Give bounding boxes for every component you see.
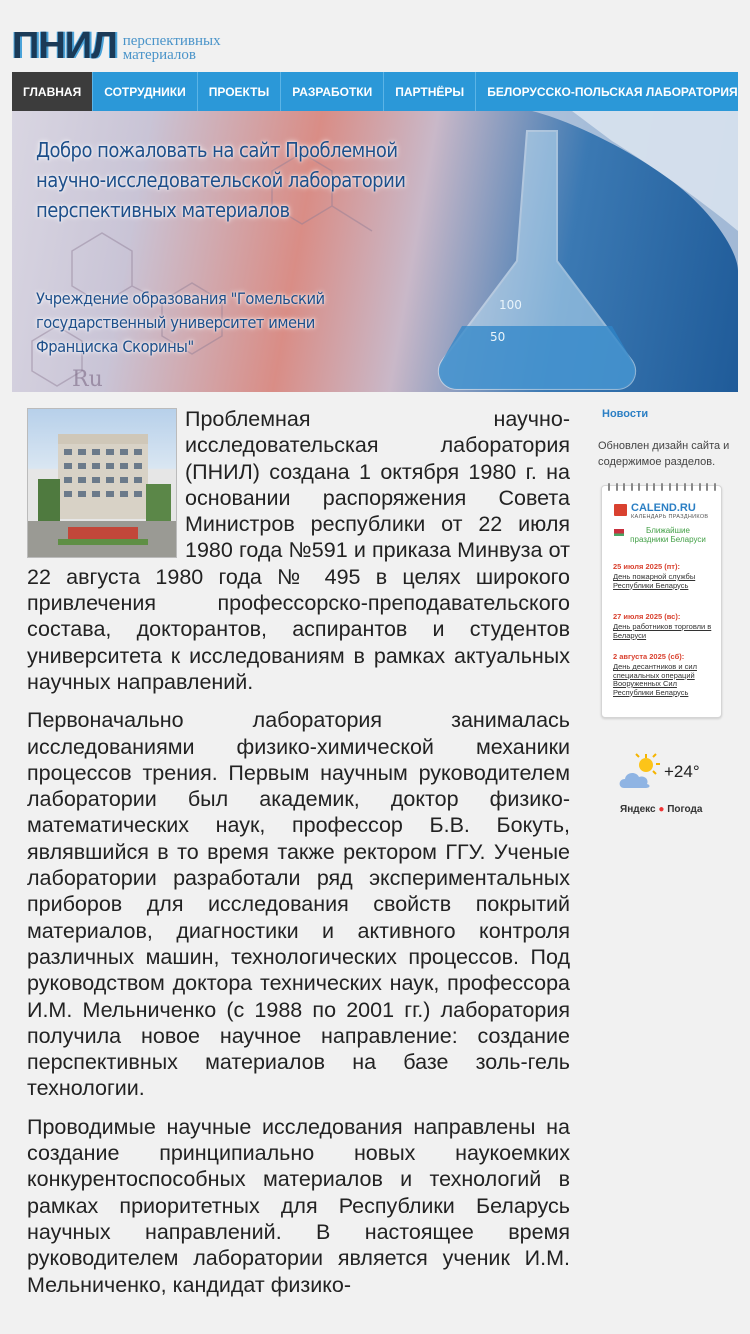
- calendar-icon: [614, 504, 627, 516]
- site-logo[interactable]: [12, 24, 221, 67]
- logo-subtitle-line2: материалов: [122, 47, 196, 63]
- nav-item-home[interactable]: ГЛАВНАЯ: [12, 72, 93, 111]
- intro-paragraph-2: Первоначально лаборатория занималась исследованиями физико-химической механики процессов трения. Первым научным руководителем лаборатории был академик, доктор физико-математических наук, профессор Б.В. Бокуть, являвшийся в то время также ректором ГГУ. Ученые лаборатории разработали ряд экспериментальных приборов для исследования свойств покрытий материалов, диагностики и активного контроля различных машин, технологических процессов. Под руководством доктора технических наук, профессора И.М. Мельниченко (с 1988 по 2001 гг.) лаборатория получила новое научное направление: создание перспективных материалов на базе золь-гель технологии.: [27, 708, 570, 1101]
- news-link[interactable]: Новости: [602, 408, 649, 420]
- calendar-rings: [608, 483, 716, 491]
- weather-temperature: +24°: [664, 762, 700, 781]
- flask-mark-100: 100: [499, 298, 522, 312]
- brand-yandex: Яндекс: [620, 804, 656, 815]
- news-text: Обновлен дизайн сайта и содержимое разделов.: [598, 440, 730, 468]
- holiday-date: 27 июля 2025 (вс):: [613, 612, 681, 621]
- nav-item-projects[interactable]: ПРОЕКТЫ: [198, 72, 282, 111]
- holiday-name-link[interactable]: День пожарной службы Республики Беларусь: [613, 572, 696, 590]
- logo-abbreviation: ПНИЛ: [12, 25, 117, 67]
- main-nav: [12, 72, 738, 111]
- holiday-event: [613, 612, 717, 640]
- yandex-weather-brand[interactable]: [620, 804, 702, 815]
- chem-letters: Ru: [72, 367, 103, 392]
- weather-drop-icon: ●: [658, 804, 665, 815]
- nav-item-belarus-poland-lab[interactable]: БЕЛОРУССКО-ПОЛЬСКАЯ ЛАБОРАТОРИЯ: [487, 84, 738, 99]
- holiday-event: [613, 652, 717, 697]
- belarus-flag-icon: [614, 529, 624, 536]
- flask-mark-50: 50: [490, 330, 506, 344]
- brand-pogoda: Погода: [667, 804, 703, 815]
- sidebar: [598, 400, 738, 470]
- partly-cloudy-icon: [618, 752, 662, 792]
- calend-heading: Ближайшие праздники Беларуси: [630, 526, 706, 544]
- hero-banner: [12, 111, 738, 392]
- holidays-calendar-widget[interactable]: [601, 485, 722, 718]
- intro-paragraph-3: Проводимые научные исследования направлены на создание принципиально новых наукоемких конкурентоспособных материалов и технологий в рамках приоритетных для Республики Беларусь научных направлений. В настоящее время руководителем лаборатории является ученик И.М. Мельниченко, кандидат физико-: [27, 1114, 570, 1297]
- holiday-event: [613, 562, 717, 590]
- holiday-date: 25 июля 2025 (пт):: [613, 562, 680, 571]
- banner-subtitle: Учреждение образования "Гомельский государственный университет имени Франциска Скорины": [36, 289, 325, 356]
- weather-widget[interactable]: [618, 752, 718, 822]
- holiday-name-link[interactable]: День работников торговли в Беларуси: [613, 622, 712, 640]
- nav-item-partners[interactable]: ПАРТНЁРЫ: [384, 72, 476, 111]
- nav-item-developments[interactable]: РАЗРАБОТКИ: [281, 72, 384, 111]
- nav-item-staff[interactable]: СОТРУДНИКИ: [93, 72, 198, 111]
- main-content: [27, 406, 570, 1310]
- calend-logo[interactable]: CALEND.RU: [631, 502, 696, 514]
- logo-subtitle-line1: перспективных: [122, 33, 221, 49]
- holiday-name-link[interactable]: День десантников и сил специальных операций Вооруженных Сил Республики Беларусь: [613, 662, 697, 697]
- holiday-date: 2 августа 2025 (сб):: [613, 652, 685, 661]
- calend-logo-sub: КАЛЕНДАРЬ ПРАЗДНИКОВ: [631, 514, 709, 520]
- banner-title: Добро пожаловать на сайт Проблемной научно-исследовательской лаборатории перспективных материалов: [36, 138, 406, 222]
- logo-subtitle: [123, 34, 221, 64]
- intro-paragraph-1: Проблемная научно-исследовательская лаборатория (ПНИЛ) создана 1 октября 1980 г. на основании распоряжения Совета Министров республики от 22 июля 1980 года №591 и приказа Минвуза от 22 августа 1980 года № 495 в целях широкого привлечения профессорско-преподавательского состава, докторантов, аспирантов и студентов университета к исследованиям в рамках актуальных научных направлений.: [27, 407, 570, 694]
- university-building-image: [27, 408, 177, 558]
